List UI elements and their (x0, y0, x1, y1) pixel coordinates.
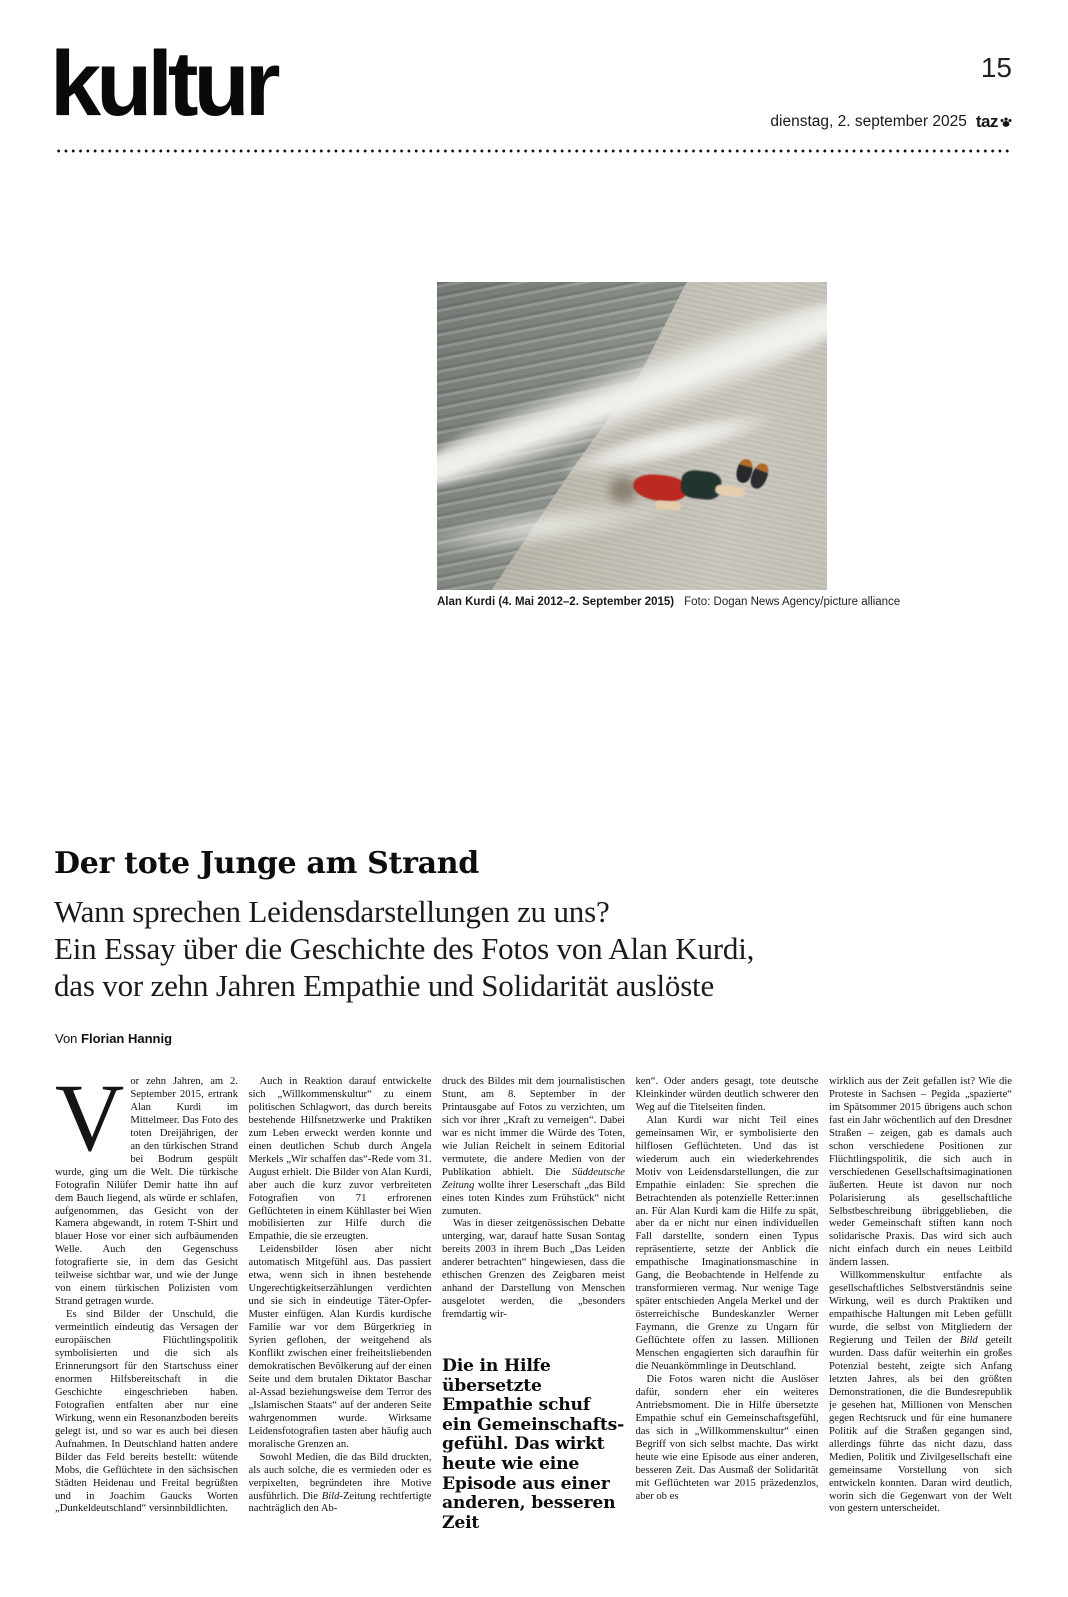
body-paragraph: Willkommenskultur entfachte als gesellschaftliches Selbstverständnis seine Wirkung, weil es durch Praktiken und empathische Haltungen mit Leben gefüllt wurde, die selbst von Mitgliedern der Regierung und Teilen der Bild geteilt wurden. Dass dafür weiterhin ein großes Potenzial besteht, zeigte sich Anfang letzten Jahres, als bei den größten Demonstrationen, die die Bundesrepublik je gesehen hat, Millionen von Menschen gegen Rechtsruck und für eine humanere Politik auf die Straßen gegangen sind, allerdings führte das nicht dazu, dass Medien, Politik und Zivilgesellschaft eine gemeinsame Vorstellung von sich entwickeln konnten. Daran wird deutlich, worin sich die Gegenwart von der Welt von gestern unterscheidet. (829, 1270, 1012, 1515)
body-paragraph: Leidensbilder lösen aber nicht automatisch Mitgefühl aus. Das passiert etwa, wenn sich in ihnen bestehende Ungerechtigkeitserzählungen verdichten und sie sich in eindeutige Täter-Opfer-Muster einfügen. Alan Kurdis kurdische Familie war vor dem Bürgerkrieg in Syrien geflohen, der weitgehend als Konflikt zwischen einer freiheitsliebenden demokratischen Bevölkerung auf der einen Seite und dem brutalen Diktator Baschar al-Assad beziehungsweise dem Terror des „Islamischen Staats“ auf der anderen Seite wahrgenommen wurde. Wirksame Leidensfotografien tasten aber häufig auch moralische Grenzen an. (248, 1244, 432, 1450)
body-paragraph: Auch in Reaktion darauf entwickelte sich „Willkommenskultur“ zu einem politischen Schlagwort, das durch bereits bestehende Hilfsnetzwerke und Praktiken zum Leben erweckt werden konnte und einen deutlichen Schub durch Angela Merkels „Wir schaffen das“-Rede vom 31. August erhielt. Die Bilder von Alan Kurdi, aber auch die kurz zuvor verbreiteten Fotografien von 71 erfrorenen Geflüchteten in einem Kühllaster bei Wien mobilisierten zur Hilfe durch die Empathie, die sie erzeugten. (248, 1076, 432, 1243)
page-number: 15 (980, 52, 1012, 83)
date-text: dienstag, 2. september 2025 (770, 113, 967, 130)
body-column (249, 1076, 432, 1584)
pull-quote: Die in Hilfe übersetzte Empathie schuf ein Gemeinschaftsgefühl. Das wirkt heute wie eine Episode aus einer anderen, besseren Zeit (442, 1356, 625, 1533)
byline-author: Florian Hannig (81, 1031, 173, 1046)
byline (55, 1031, 172, 1046)
article-headline: Der tote Junge am Strand (54, 846, 479, 881)
drop-cap: V (55, 1076, 125, 1171)
subhead-line: Wann sprechen Leidensdarstellungen zu uns? (54, 894, 610, 929)
body-paragraph: Die Fotos waren nicht die Auslöser dafür, sondern eher ein weiteres Antriebsmoment. Die in Hilfe übersetzte Empathie schuf ein Gemeinschaftsgefühl, das sich in „Willkommenskultur“ einen Begriff von sich selbst machte. Das wirkt heute wie eine Episode aus einer anderen, besseren Zeit. Das Ausmaß der Solidarität mit Geflüchteten war 2015 präzedenzlos, aber ob es (635, 1373, 819, 1502)
body-column (636, 1076, 819, 1584)
body-column (442, 1076, 625, 1584)
brand-name: taz (975, 112, 998, 131)
subhead-line: das vor zehn Jahren Empathie und Solidarität auslöste (54, 968, 715, 1003)
figure-arm (654, 500, 681, 511)
caption-text: Alan Kurdi (4. Mai 2012–2. September 2015) (437, 596, 675, 608)
body-paragraph: wirklich aus der Zeit gefallen ist? Wie die Proteste in Sachsen – Pegida „spazierte“ im Spätsommer 2015 übrigens auch schon fast ein Jahr wöchentlich auf den Dresdner Straßen – zeigen, gab es damals auch schon verschiedene Positionen zur Flüchtlingspolitik, die sich auch in verschiedenen Gesellschaftsimaginationen äußerten. Heute ist davon nur noch Polarisierung als gesellschaftliche Selbstbeschreibung übriggeblieben, die weder Gemeinschaft stiften kann noch solidarische Praxis. Das wird sich auch nicht einfach durch ein neues Leitbild ändern lassen. (829, 1076, 1012, 1269)
article-subhead (54, 893, 754, 1004)
body-column (829, 1076, 1012, 1584)
body-paragraph: Was in dieser zeitgenössischen Debatte unterging, war, darauf hatte Susan Sontag bereits 2003 in ihrem Buch „Das Leiden anderer betrachten“ hingewiesen, dass die ethischen Grenzen des Zeigbaren meist anhand der Darstellung von Menschen ausgelotet werden, die „besonders fremdartig wir- (442, 1218, 625, 1321)
dotted-rule (55, 149, 1013, 153)
body-column (55, 1076, 238, 1584)
body-paragraph: Sowohl Medien, die das Bild druckten, als auch solche, die es vermieden oder es verpixelten, begründeten ihre Motive ausführlich. Die Bild-Zeitung rechtfertigte nachträglich den Ab- (248, 1451, 432, 1515)
photo-credit: Foto: Dogan News Agency/picture alliance (684, 596, 901, 608)
section-title: kultur (50, 33, 276, 135)
body-paragraph: Vor zehn Jahren, am 2. September 2015, ertrank Alan Kurdi im Mittelmeer. Das Foto des toten Dreijährigen, der an den türkischen Strand bei Bodrum gespült wurde, ging um die Welt. Die türkische Fotografin Nilüfer Demir hatte ihn auf dem Bauch liegend, als würde er schlafen, aufgenommen, das Gesicht von der Kamera abgewandt, in rotem T-Shirt und blauer Hose vor einer sich aufbäumenden Welle. Auch den Gegenschuss fotografierte sie, in dem das Gesicht teilweise sichtbar war, und wie der Junge von einem türkischen Polizisten vom Strand getragen wurde. (55, 1076, 238, 1308)
article-photo (437, 282, 827, 590)
body-paragraph: druck des Bildes mit dem journalistischen Stunt, am 8. September in der Printausgabe auf Fotos zu verzichten, um sich vor ihrer „Kraft zu verneigen“. Dabei war es nicht immer die Würde des Toten, wie Julian Reichelt in seinem Editorial vermutete, die andere Medien von der Publikation abhielt. Die Süddeutsche Zeitung wollte ihrer Leserschaft „das Bild eines toten Kindes zum Frühstück“ nicht zumuten. (442, 1076, 625, 1217)
figure-leg (714, 484, 745, 498)
taz-paw-icon (1000, 116, 1012, 128)
dateline (770, 112, 1012, 132)
photo-caption (437, 596, 997, 608)
body-paragraph: ken“. Oder anders gesagt, tote deutsche Kleinkinder würden deutlich schwerer den Weg auf die Titelseiten finden. (635, 1076, 819, 1113)
byline-prefix: Von (55, 1031, 82, 1046)
photo-subject-figure (609, 458, 781, 526)
taz-logo (976, 112, 1012, 132)
article-columns (55, 1076, 1013, 1584)
subhead-line: Ein Essay über die Geschichte des Fotos von Alan Kurdi, (54, 931, 755, 966)
figure-blurred-head (609, 477, 637, 503)
body-paragraph: Alan Kurdi war nicht Teil eines gemeinsamen Wir, er symbolisierte den hilflosen Geflüchteten. Und das ist wiederum auch ein wiederkehrendes Motiv von Leidensdarstellungen, die zur Empathie einladen: Sie sprechen die Betrachtenden als potenzielle Retter:innen an. Für Alan Kurdi kam die Hilfe zu spät, aber da er nicht nur einen individuellen Fall darstellte, sondern einen Typus repräsentierte, setzte der Anblick die empathische Imaginationsmaschine in Gang, die Beobachtende in Helfende zu transformieren vermag. Nur wenige Tage später entschieden Angela Merkel und der österreichische Bundeskanzler Werner Faymann, die Grenze zu Ungarn für Geflüchtete offen zu lassen. Millionen Menschen engagierten sich daraufhin für die Neuankömmlinge in Deutschland. (635, 1114, 819, 1372)
body-paragraph: Es sind Bilder der Unschuld, die vermeintlich eindeutig das Versagen der europäischen Flüchtlingspolitik symbolisierten und die sich als Erinnerungsort für den Startschuss einer enormen Hilfsbereitschaft in die Geschichte eingeschrieben haben. Fotografien entfalten aber nur eine Wirkung, wenn ein Resonanzboden bereits gelegt ist, und so war es auch bei diesen Aufnahmen. In Deutschland hatten andere Bilder das Feld bereits bestellt: wütende Mobs, die Geflüchtete in den sächsischen Städten Heidenau und Freital begrüßten und in Joachim Gaucks Worten „Dunkeldeutschland“ versinnbildlichten. (55, 1309, 238, 1515)
